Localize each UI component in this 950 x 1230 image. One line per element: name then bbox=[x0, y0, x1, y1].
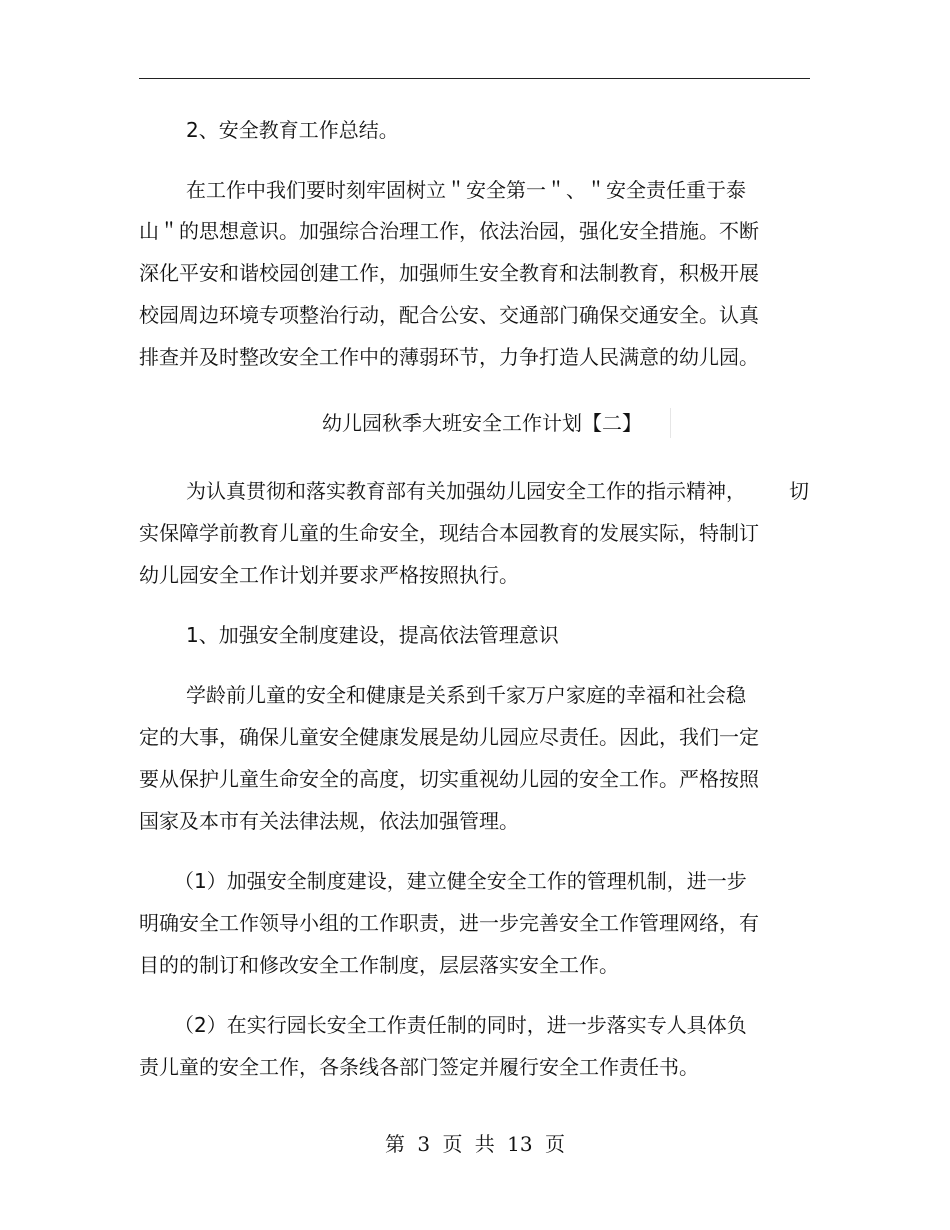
paragraph-line: 要从保护儿童生命安全的高度，切实重视幼儿园的安全工作。严格按照 bbox=[139, 767, 759, 791]
paragraph-line: 实保障学前教育儿童的生命安全，现结合本园教育的发展实际，特制订 bbox=[139, 521, 759, 545]
paragraph-line: 目的的制订和修改安全工作制度，层层落实安全工作。 bbox=[139, 953, 619, 977]
paragraph-line: （2）在实行园长安全工作责任制的同时，进一步落实专人具体负 bbox=[174, 1013, 747, 1037]
page-footer: 第 3 页 共 13 页 bbox=[385, 1132, 565, 1156]
document-title: 幼儿园秋季大班安全工作计划【二】 bbox=[322, 411, 642, 435]
paragraph-line: 深化平安和谐校园创建工作，加强师生安全教育和法制教育，积极开展 bbox=[139, 261, 759, 285]
section-heading: 2、安全教育工作总结。 bbox=[186, 118, 399, 142]
paragraph-line: 校园周边环境专项整治行动，配合公安、交通部门确保交通安全。认真 bbox=[139, 303, 759, 327]
paragraph-line: 山＂的思想意识。加强综合治理工作，依法治园，强化安全措施。不断 bbox=[139, 219, 759, 243]
paragraph-line: 定的大事，确保儿童安全健康发展是幼儿园应尽责任。因此，我们一定 bbox=[139, 725, 759, 749]
paragraph-line: 幼儿园安全工作计划并要求严格按照执行。 bbox=[139, 563, 519, 587]
paragraph-line: 为认真贯彻和落实教育部有关加强幼儿园安全工作的指示精神， bbox=[186, 479, 746, 503]
paragraph-line: （1）加强安全制度建设，建立健全安全工作的管理机制，进一步 bbox=[174, 869, 747, 893]
paragraph-line: 在工作中我们要时刻牢固树立＂安全第一＂、＂安全责任重于泰 bbox=[186, 178, 746, 202]
paragraph-line: 学龄前儿童的安全和健康是关系到千家万户家庭的幸福和社会稳 bbox=[186, 683, 746, 707]
header-rule bbox=[139, 78, 810, 79]
cursor-mark bbox=[670, 408, 671, 438]
section-heading: 1、加强安全制度建设，提高依法管理意识 bbox=[186, 623, 559, 647]
paragraph-line: 切 bbox=[789, 479, 809, 503]
paragraph-line: 明确安全工作领导小组的工作职责，进一步完善安全工作管理网络，有 bbox=[139, 911, 759, 935]
paragraph-line: 排查并及时整改安全工作中的薄弱环节，力争打造人民满意的幼儿园。 bbox=[139, 345, 759, 369]
paragraph-line: 责儿童的安全工作，各条线各部门签定并履行安全工作责任书。 bbox=[139, 1055, 699, 1079]
paragraph-line: 国家及本市有关法律法规，依法加强管理。 bbox=[139, 809, 519, 833]
